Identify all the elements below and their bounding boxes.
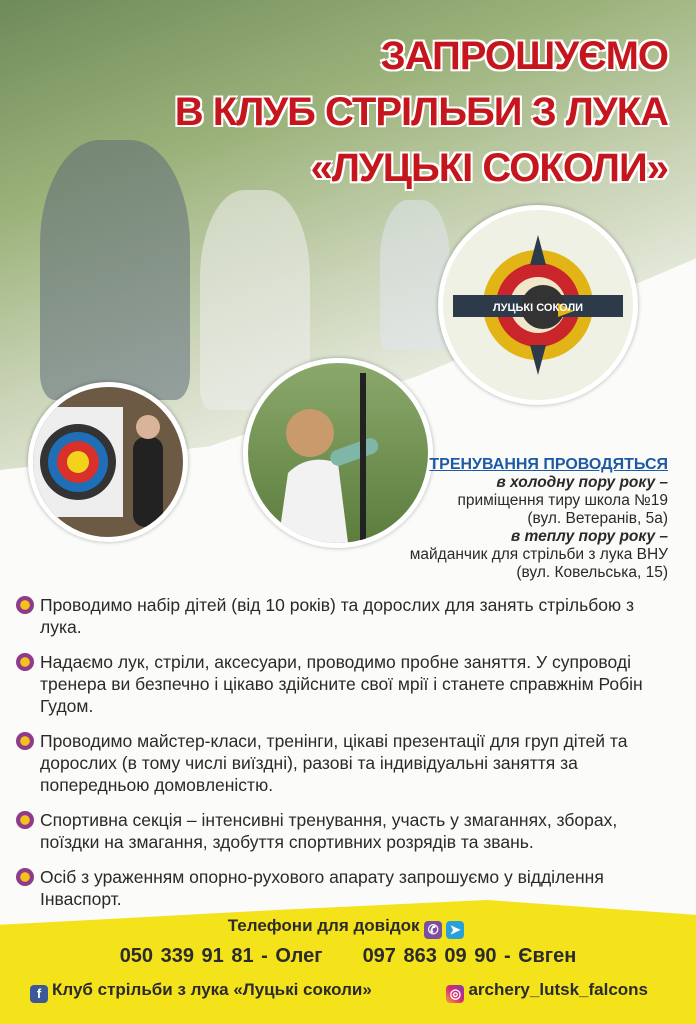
instagram-text: archery_lutsk_falcons bbox=[468, 980, 648, 999]
list-item-text: Надаємо лук, стріли, аксесуари, проводимо пробне заняття. У супроводі тренера ви безпечно і цікаво здійсните свої мрії і станете справжнім Робін Гудом. bbox=[40, 652, 643, 716]
telegram-icon[interactable]: ➤ bbox=[446, 921, 464, 939]
warm-season-place: майданчик для стрільби з лука ВНУ bbox=[409, 546, 668, 563]
list-item bbox=[16, 866, 666, 910]
bullet-icon bbox=[16, 868, 34, 886]
phone-oleh[interactable]: 050 339 91 81 - Олег bbox=[119, 945, 323, 967]
page-title bbox=[175, 28, 668, 196]
bullet-icon bbox=[16, 732, 34, 750]
cold-season-place: приміщення тиру школа №19 bbox=[457, 492, 668, 509]
viber-icon[interactable]: ✆ bbox=[424, 921, 442, 939]
title-line: ЗАПРОШУЄМО bbox=[380, 34, 668, 78]
training-heading: ТРЕНУВАННЯ ПРОВОДЯТЬСЯ bbox=[429, 456, 668, 473]
list-item bbox=[16, 594, 666, 638]
bullet-icon bbox=[16, 653, 34, 671]
bullet-icon bbox=[16, 596, 34, 614]
warm-season-address: (вул. Ковельська, 15) bbox=[516, 564, 668, 581]
archer-figure bbox=[380, 200, 450, 350]
facebook-link[interactable] bbox=[30, 980, 372, 1003]
falcon-logo-icon bbox=[448, 225, 628, 385]
warm-season-label: в теплу пору року – bbox=[510, 528, 668, 545]
facebook-icon: f bbox=[30, 985, 48, 1003]
title-line: В КЛУБ СТРІЛЬБИ З ЛУКА bbox=[174, 90, 668, 134]
list-item bbox=[16, 809, 666, 853]
logo-text: ЛУЦЬКІ СОКОЛИ bbox=[492, 302, 584, 314]
phone-yevhen[interactable]: 097 863 09 90 - Євген bbox=[362, 945, 577, 967]
title-line: «ЛУЦЬКІ СОКОЛИ» bbox=[310, 146, 668, 190]
cold-season-address: (вул. Ветеранів, 5а) bbox=[527, 510, 668, 527]
list-item-text: Проводимо набір дітей (від 10 років) та дорослих для занять стрільбою з лука. bbox=[40, 595, 635, 637]
girl-archer-photo bbox=[243, 358, 433, 548]
list-item bbox=[16, 730, 666, 796]
cold-season-label: в холодну пору року – bbox=[496, 474, 668, 491]
contacts bbox=[0, 916, 696, 1003]
instagram-link[interactable] bbox=[446, 980, 648, 1003]
bullet-icon bbox=[16, 811, 34, 829]
list-item-text: Проводимо майстер-класи, тренінги, цікаві презентації для груп дітей та дорослих (в тому числі виїздні), разові та індивідуальні заняття за попередньою домовленістю. bbox=[40, 731, 628, 795]
instagram-icon: ◎ bbox=[446, 985, 464, 1003]
contacts-heading: Телефони для довідок bbox=[227, 916, 420, 935]
archer-girl-icon bbox=[248, 363, 428, 543]
facebook-text: Клуб стрільби з лука «Луцькі соколи» bbox=[52, 980, 372, 999]
club-logo bbox=[438, 205, 638, 405]
target-icon bbox=[33, 387, 183, 537]
list-item-text: Осіб з ураженням опорно-рухового апарату запрошуємо у відділення Інваспорт. bbox=[40, 867, 604, 909]
training-info bbox=[410, 456, 668, 582]
target-photo bbox=[28, 382, 188, 542]
list-item-text: Спортивна секція – інтенсивні тренування, участь у змаганнях, зборах, поїздки на змагання, здобуття спортивних розрядів та звань. bbox=[40, 810, 618, 852]
list-item bbox=[16, 651, 666, 717]
features-list bbox=[16, 594, 666, 923]
archer-figure bbox=[40, 140, 190, 400]
